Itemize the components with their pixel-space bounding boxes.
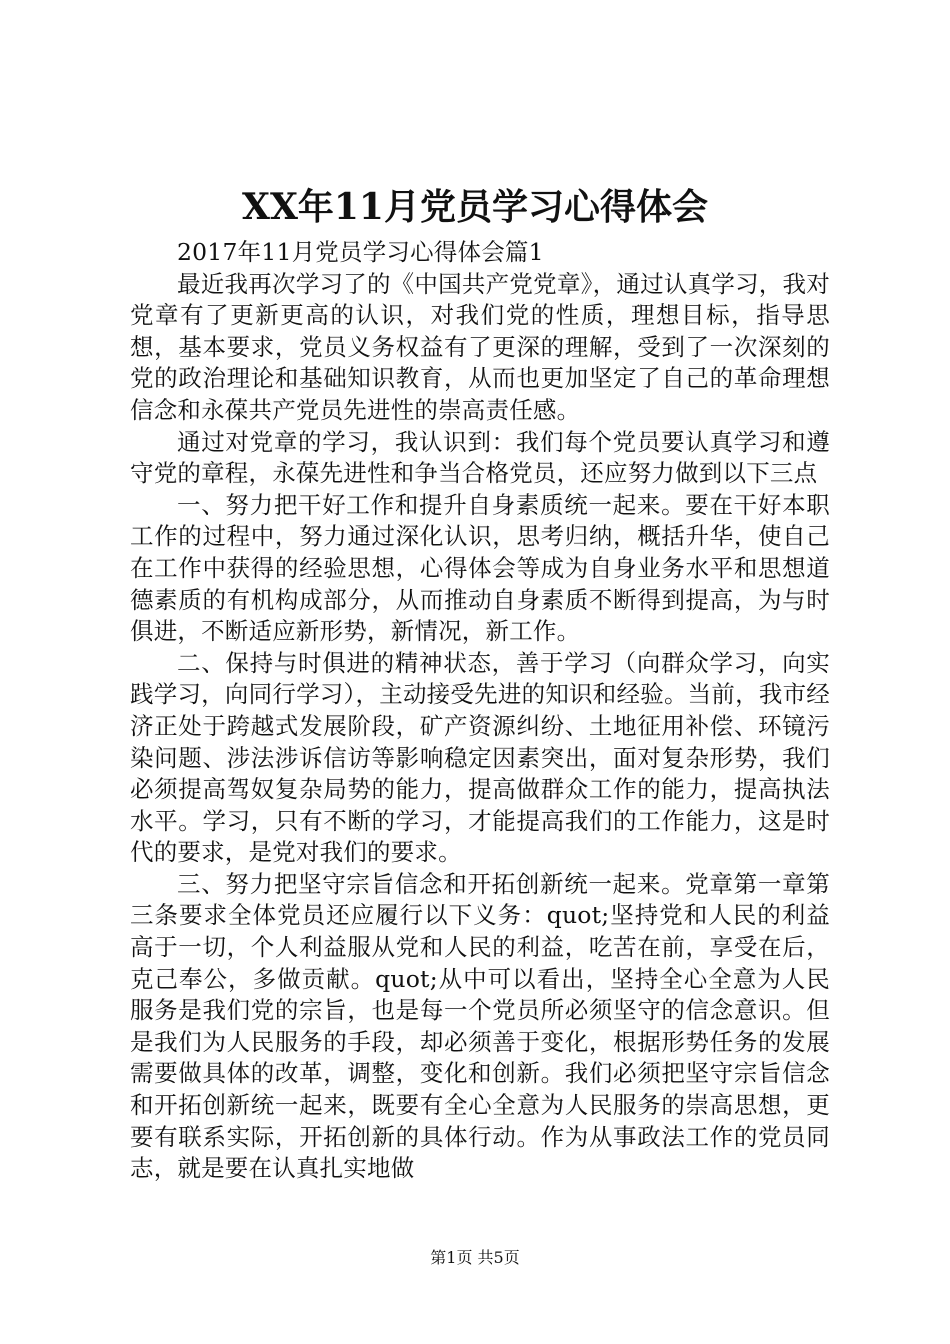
paragraph-intro: 最近我再次学习了的《中国共产党党章》，通过认真学习，我对党章有了更新更高的认识，对我们党的性质，理想目标，指导思想，基本要求，党员义务权益有了更深的理解，受到了一次深刻的党的政治理论和基础知识教育，从而也更加坚定了自己的革命理想信念和永葆共产党员先进性的崇高责任感。 xyxy=(130,269,830,424)
paragraph-understanding: 通过对党章的学习，我认识到：我们每个党员要认真学习和遵守党的章程，永葆先进性和争当合格党员，还应努力做到以下三点 xyxy=(130,427,830,488)
subtitle: 2017年11月党员学习心得体会篇1 xyxy=(177,238,544,266)
page-footer xyxy=(0,1246,950,1270)
total-pages: 共5页 xyxy=(477,1248,520,1267)
paragraph-point-one: 一、努力把干好工作和提升自身素质统一起来。要在干好本职工作的过程中，努力通过深化认识，思考归纳，概括升华，使自己在工作中获得的经验思想，心得体会等成为自身业务水平和思想道德素质的有机构成部分，从而推动自身素质不断得到提高，为与时俱进，不断适应新形势，新情况，新工作。 xyxy=(130,490,830,646)
paragraph-point-three: 三、努力把坚守宗旨信念和开拓创新统一起来。党章第一章第三条要求全体党员还应履行以下义务：quot;坚持党和人民的利益高于一切，个人利益服从党和人民的利益，吃苦在前，享受在后，克己奉公，多做贡献。quot;从中可以看出，坚持全心全意为人民服务是我们党的宗旨，也是每一个党员所必须坚守的信念意识。但是我们为人民服务的手段，却必须善于变化，根据形势任务的发展需要做具体的改革，调整，变化和创新。我们必须把坚守宗旨信念和开拓创新统一起来，既要有全心全意为人民服务的崇高思想，更要有联系实际，开拓创新的具体行动。作为从事政法工作的党员同志，就是要在认真扎实地做 xyxy=(130,869,830,1183)
document-body xyxy=(130,237,830,1185)
page-number: 第1页 xyxy=(430,1248,473,1267)
paragraph-point-two: 二、保持与时俱进的精神状态，善于学习（向群众学习，向实践学习，向同行学习），主动接受先进的知识和经验。当前，我市经济正处于跨越式发展阶段，矿产资源纠纷、土地征用补偿、环镜污染问题、涉法涉诉信访等影响稳定因素突出，面对复杂形势，我们必须提高驾奴复杂局势的能力，提高做群众工作的能力，提高执法水平。学习，只有不断的学习，才能提高我们的工作能力，这是时代的要求，是党对我们的要求。 xyxy=(130,648,830,867)
page-title: XX年11月党员学习心得体会 xyxy=(242,186,708,228)
